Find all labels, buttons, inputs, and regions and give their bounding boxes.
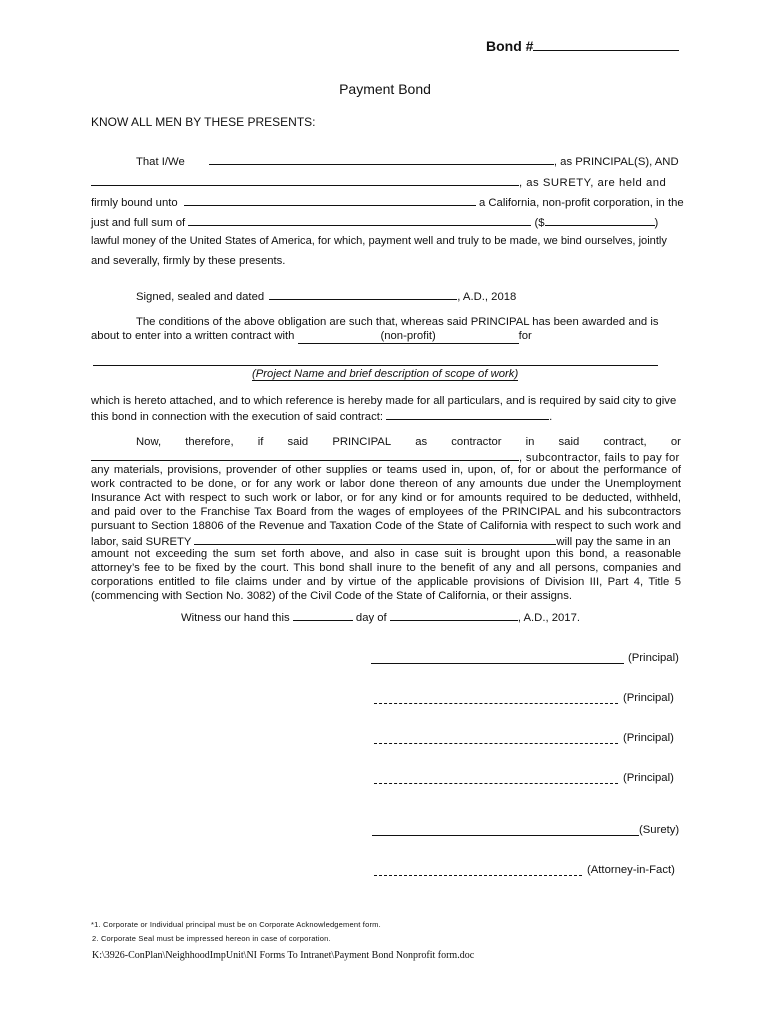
body-line: work contracted to be done, or for any work or labor done thereon of any amounts due under the Unemployment xyxy=(91,478,681,490)
conditions-line-2: about to enter into a written contract with (non-profit) for xyxy=(91,330,532,342)
signature-role: (Attorney-in-Fact) xyxy=(587,864,675,876)
footnote: *1. Corporate or Individual principal must be on Corporate Acknowledgement form. xyxy=(91,920,381,929)
principal-line: That I/We , as PRINCIPAL(S), AND xyxy=(136,156,679,168)
intro-heading: KNOW ALL MEN BY THESE PRESENTS: xyxy=(91,115,316,129)
bound-unto-line: firmly bound unto a California, non-profit corporation, in the xyxy=(91,197,684,209)
principal-signature-line-1[interactable] xyxy=(371,663,624,664)
footnote: 2. Corporate Seal must be impressed hereon in case of corporation. xyxy=(92,934,331,943)
body-line: and paid over to the Franchise Tax Board from the wages of employees of the PRINCIPAL and his subcontractors xyxy=(91,506,681,518)
sum-amount-field[interactable] xyxy=(545,215,655,226)
signature-role: (Principal) xyxy=(623,732,674,744)
witness-month-field[interactable] xyxy=(390,610,518,621)
surety-name-field[interactable] xyxy=(91,175,519,186)
surety-pay-field[interactable] xyxy=(194,534,556,545)
signature-role: (Surety) xyxy=(639,824,680,836)
body-line: amount not exceeding the sum set forth above, and also in case suit is brought upon this bond, a reasonable xyxy=(91,548,681,560)
sum-line: just and full sum of ($ ) xyxy=(91,217,659,229)
principal-signature-line-4[interactable] xyxy=(374,783,618,784)
signed-line: Signed, sealed and dated , A.D., 2018 xyxy=(136,291,517,303)
body-line: attorney’s fee to be fixed by the court. This bond shall inure to the benefit of any and all persons, companies and xyxy=(91,562,681,574)
principal-name-field[interactable] xyxy=(209,154,554,165)
surety-line: , as SURETY, are held and xyxy=(91,175,666,189)
body-line: (commencing with Section No. 3082) of the Civil Code of the State of California, or their assigns. xyxy=(91,590,572,602)
signature-role: (Principal) xyxy=(623,692,674,704)
attached-line-1: which is hereto attached, and to which reference is hereby made for all particulars, and is required by said city to give xyxy=(91,395,677,407)
subcontractor-line: , subcontractor, fails to pay for xyxy=(91,450,680,464)
lawful-money-text: lawful money of the United States of America, for which, payment well and truly to be made, we bind ourselves, jointly xyxy=(91,235,667,247)
body-line: any materials, provisions, provender of other supplies or teams used in, upon, of, for or about the performance of xyxy=(91,464,681,476)
project-name-field[interactable] xyxy=(93,365,658,366)
witness-line: Witness our hand this day of , A.D., 2017. xyxy=(181,612,581,624)
obligee-field[interactable] xyxy=(184,195,476,206)
bond-number-field[interactable] xyxy=(533,37,679,51)
principal-signature-line-2[interactable] xyxy=(374,703,618,704)
attached-line-2: this bond in connection with the execution of said contract: . xyxy=(91,411,553,423)
attorney-signature-line[interactable] xyxy=(374,875,582,876)
signature-role: (Principal) xyxy=(628,652,679,664)
project-caption: (Project Name and brief description of scope of work) xyxy=(252,368,519,380)
body-line: corporations entitled to file claims under and by virtue of the applicable provisions of Division III, Part 4, Title 5 xyxy=(91,576,681,588)
signature-role: (Principal) xyxy=(623,772,674,784)
bond-number xyxy=(486,37,679,54)
surety-signature-line[interactable] xyxy=(372,835,639,836)
surety-pay-line: labor, said SURETY will pay the same in an xyxy=(91,536,671,548)
sum-words-field[interactable] xyxy=(188,215,531,226)
now-therefore-line: Now, therefore, if said PRINCIPAL as contractor in said contract, or xyxy=(136,436,681,448)
conditions-line-1: The conditions of the above obligation are such that, whereas said PRINCIPAL has been awarded and is xyxy=(136,316,659,328)
body-line: Insurance Act with respect to such work or labor, or for any kind or for amounts required to be deducted, withheld, xyxy=(91,492,681,504)
principal-signature-line-3[interactable] xyxy=(374,743,618,744)
subcontractor-field[interactable] xyxy=(91,450,519,461)
contract-date-field[interactable] xyxy=(386,409,549,420)
contract-party-field[interactable]: (non-profit) xyxy=(298,330,519,344)
bond-number-label: Bond # xyxy=(486,38,534,54)
witness-day-field[interactable] xyxy=(293,610,353,621)
document-title: Payment Bond xyxy=(339,81,431,97)
severally-text: and severally, firmly by these presents. xyxy=(91,255,286,267)
body-line: pursuant to Section 18806 of the Revenue and Taxation Code of the State of California with respect to such work and xyxy=(91,520,681,532)
signed-date-field[interactable] xyxy=(269,289,457,300)
file-path: K:\3926-ConPlan\NeighhoodImpUnit\NI Forms To Intranet\Payment Bond Nonprofit form.doc xyxy=(92,950,475,961)
